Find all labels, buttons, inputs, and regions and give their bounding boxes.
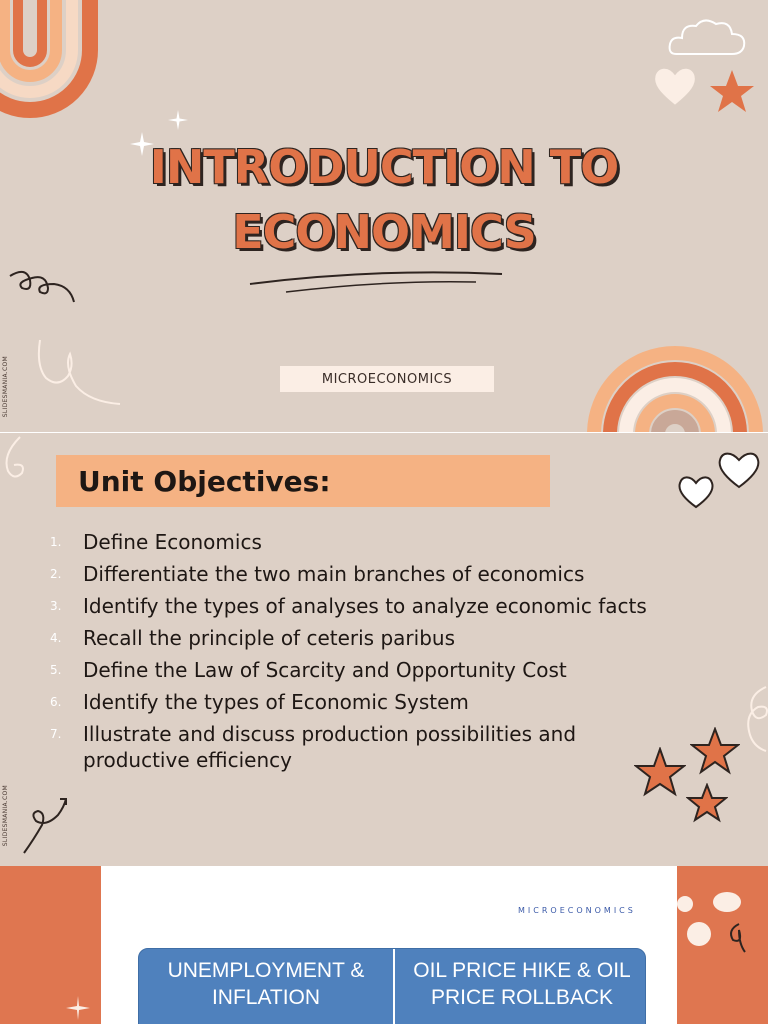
list-item: [50, 529, 670, 555]
list-number: 7.: [50, 727, 62, 741]
list-text: Define Economics: [83, 530, 262, 554]
squiggle-icon: [0, 435, 30, 481]
heart-icon: [716, 449, 762, 491]
topics-box: [138, 948, 646, 1024]
slidesmania-credit: SLIDESMANIA.COM: [2, 785, 9, 847]
star-icon: [690, 727, 740, 775]
topic-oil-price: OIL PRICE HIKE & OIL PRICE ROLLBACK: [413, 959, 631, 1009]
list-text: Illustrate and discuss production possibilities and productive efficiency: [83, 722, 577, 772]
list-item: [50, 721, 670, 773]
objectives-list: [50, 529, 670, 779]
list-text: Define the Law of Scarcity and Opportunity Cost: [83, 658, 567, 682]
squiggle-icon: [34, 336, 124, 406]
star-icon: [708, 68, 756, 116]
dots-icon: [677, 890, 747, 954]
topics-slide: [0, 866, 768, 1024]
section-label: MICROECONOMICS: [518, 906, 636, 915]
heart-icon: [652, 64, 698, 108]
objectives-slide: [0, 433, 768, 866]
squiggle-icon: [6, 266, 82, 310]
slidesmania-credit: SLIDESMANIA.COM: [2, 356, 9, 418]
list-text: Identify the types of analyses to analyze economic facts: [83, 594, 647, 618]
list-number: 3.: [50, 599, 62, 613]
list-text: Differentiate the two main branches of economics: [83, 562, 585, 586]
rainbow-icon: [586, 322, 764, 432]
title-underline: [246, 266, 508, 296]
list-number: 1.: [50, 535, 62, 549]
objectives-banner: [56, 455, 550, 507]
list-number: 6.: [50, 695, 62, 709]
squiggle-icon: [740, 685, 768, 755]
objectives-heading: Unit Objectives:: [78, 464, 331, 498]
cloud-icon: [666, 14, 750, 62]
list-item: [50, 689, 670, 715]
list-text: Identify the types of Economic System: [83, 690, 469, 714]
list-item: [50, 625, 670, 651]
subtitle-tape: MICROECONOMICS: [280, 366, 494, 392]
sparkle-icon: [166, 108, 190, 132]
arrow-squiggle-icon: [20, 795, 72, 857]
title-line-2: ECONOMICS: [232, 205, 536, 259]
heart-icon: [676, 473, 716, 511]
list-text: Recall the principle of ceteris paribus: [83, 626, 455, 650]
list-item: [50, 561, 670, 587]
star-icon: [634, 747, 686, 797]
title-line-1: INTRODUCTION TO: [149, 140, 619, 194]
rainbow-icon: [0, 0, 120, 140]
star-icon: [686, 783, 728, 823]
list-item: [50, 657, 670, 683]
list-number: 2.: [50, 567, 62, 581]
list-number: 4.: [50, 631, 62, 645]
list-item: [50, 593, 670, 619]
sparkle-icon: [64, 994, 92, 1022]
title-slide: [0, 0, 768, 432]
topic-unemployment: UNEMPLOYMENT & INFLATION: [167, 959, 365, 1009]
list-number: 5.: [50, 663, 62, 677]
